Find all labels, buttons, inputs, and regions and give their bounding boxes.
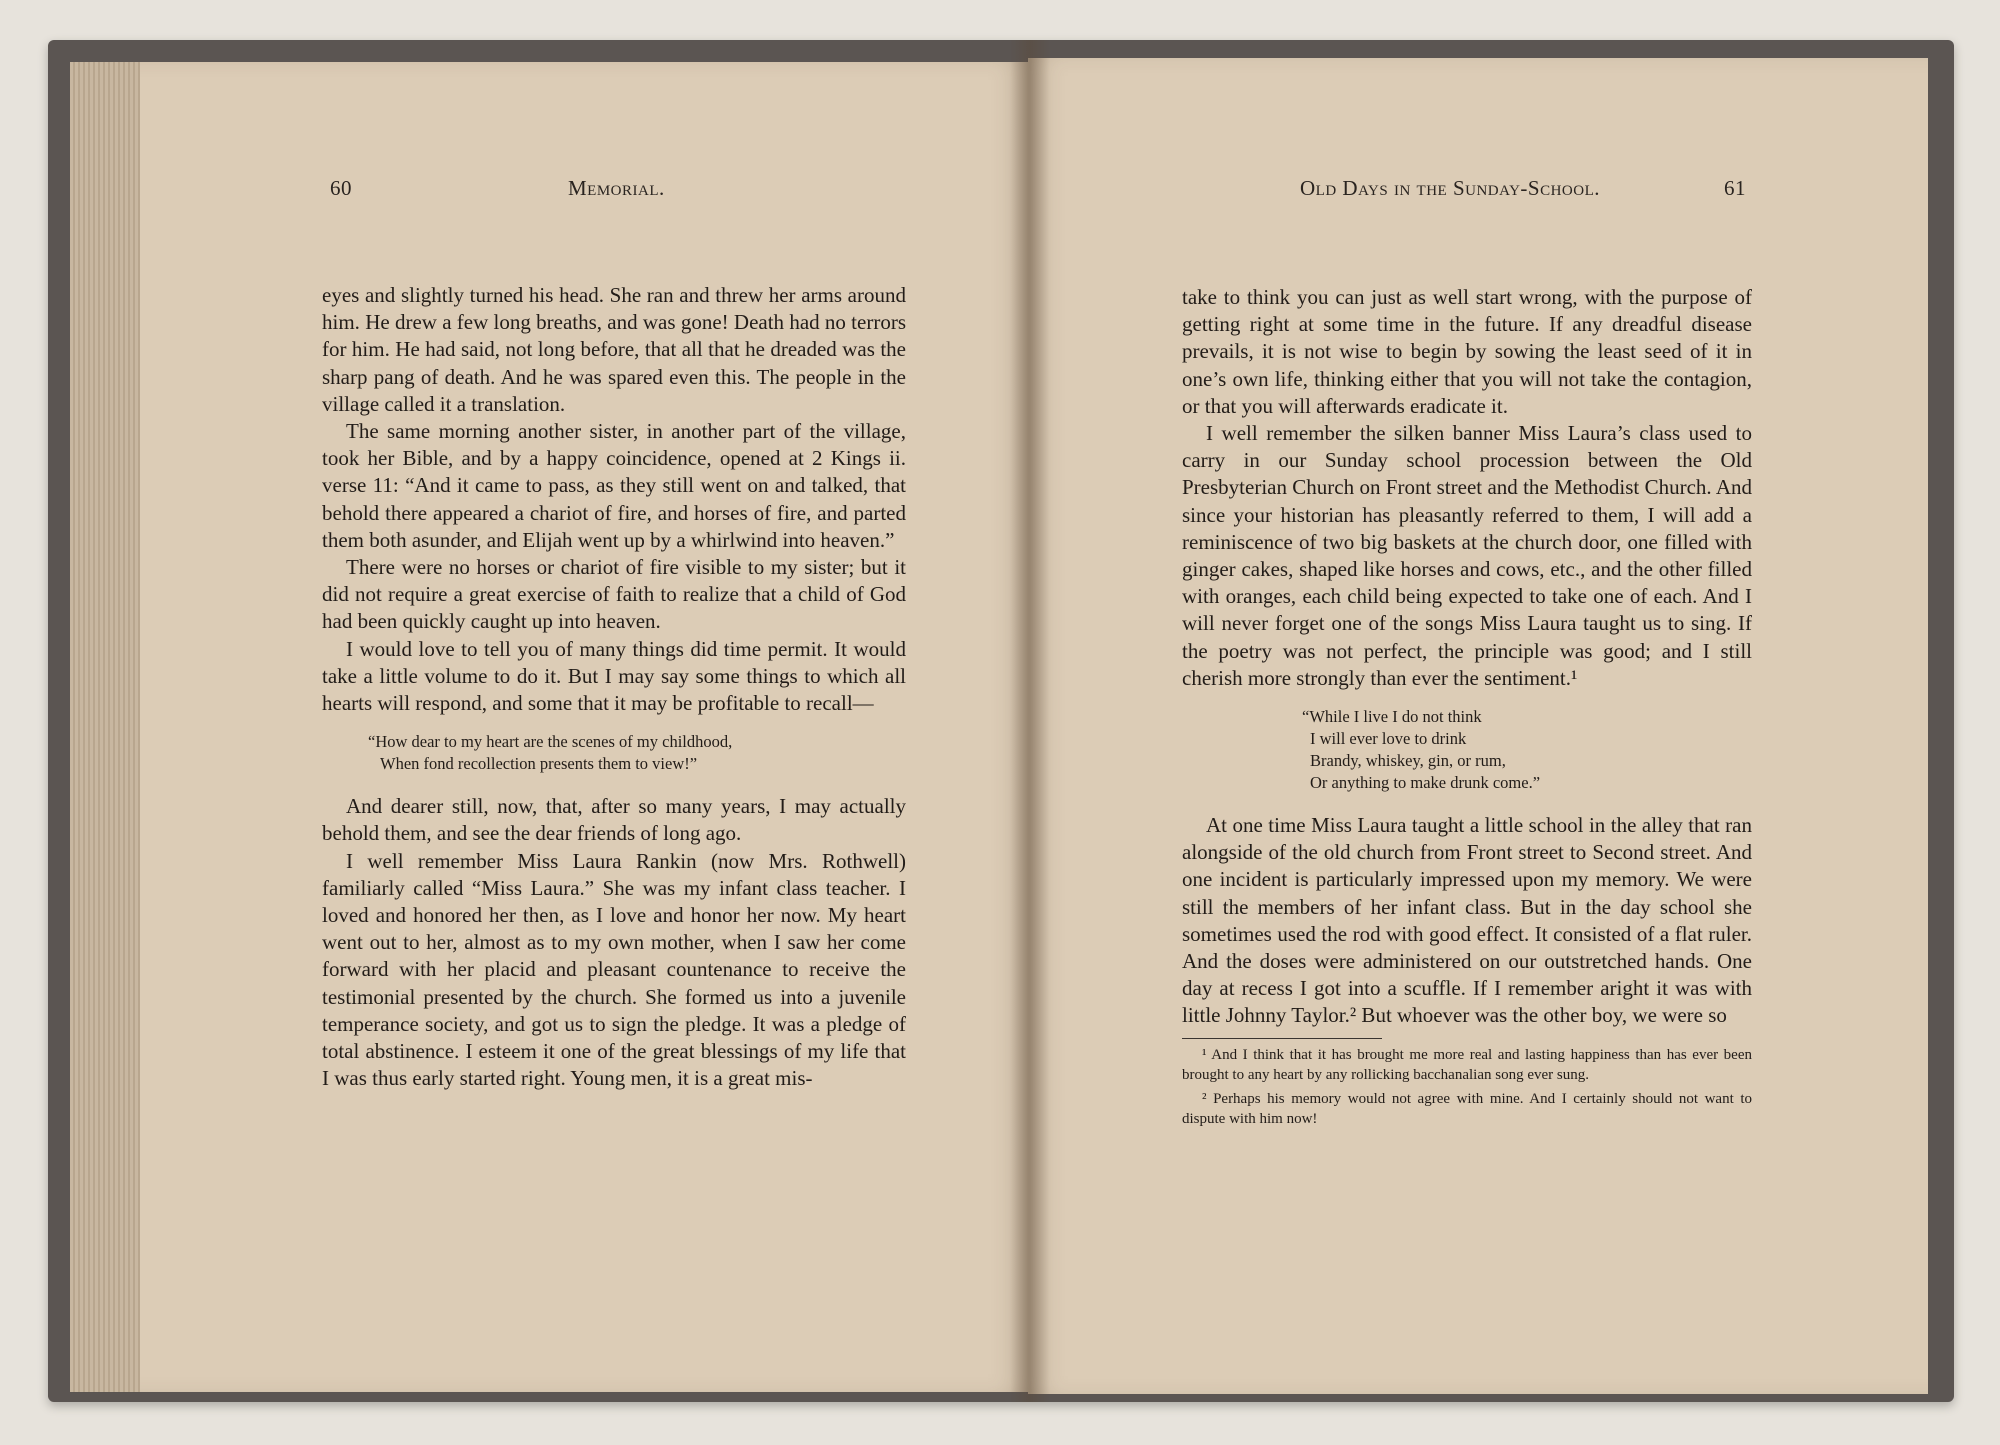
left-page-body (322, 282, 906, 1092)
verse-line: Or anything to make drunk come.” (1310, 773, 1541, 793)
footnote: ¹ And I think that it has brought me more real and lasting happiness than has ever been brought to any heart by any rollicking bacchanalian song ever sung. (1182, 1046, 1752, 1083)
right-running-head: Old Days in the Sunday-School. (1300, 176, 1600, 200)
paragraph: eyes and slightly turned his head. She ran and threw her arms around him. He drew a few long breaths, and was gone! Death had no terrors for him. He had said, not long before, that all that he dreaded was the sharp pang of death. And he was spared even this. The people in the village called it a translation. (322, 283, 906, 416)
paragraph: I well remember the silken banner Miss Laura’s class used to carry in our Sunday school procession between the Old Presbyterian Church on Front street and the Methodist Church. And since your historian has pleasantly referred to them, I will add a reminiscence of two big baskets at the church door, one filled with ginger cakes, shaped like horses and cows, etc., and the other filled with oranges, each child being expected to take one of each. And I will never forget one of the songs Miss Laura taught us to sing. If the poetry was not perfect, the principle was good; and I still cherish more strongly than ever the sentiment.¹ (1182, 421, 1752, 690)
footnote-rule (1182, 1038, 1382, 1039)
paragraph: At one time Miss Laura taught a little school in the alley that ran alongside of the old church from Front street to Second street. And one incident is particularly impressed upon my memory. We were still the members of her infant class. But in the day school she sometimes used the rod with good effect. It consisted of a flat ruler. And the doses were administered on our outstretched hands. One day at recess I got into a scuffle. If I remember aright it was with little Johnny Taylor.² But whoever was the other boy, we were so (1182, 813, 1752, 1028)
verse-line: “While I live I do not think (1302, 707, 1482, 727)
paragraph: There were no horses or chariot of fire visible to my sister; but it did not require a great exercise of faith to realize that a child of God had been quickly caught up into heaven. (322, 555, 906, 634)
verse-line: I will ever love to drink (1310, 729, 1467, 749)
verse-line: Brandy, whiskey, gin, or rum, (1310, 751, 1506, 771)
right-page-number: 61 (1724, 176, 1746, 200)
verse-line: When fond recollection presents them to view!” (380, 754, 698, 774)
paragraph: I would love to tell you of many things did time permit. It would take a little volume to do it. But I may say some things to which all hearts will respond, and some that it may be profitable to recall— (322, 636, 906, 716)
paragraph: take to think you can just as well start wrong, with the purpose of getting right at some time in the future. If any dreadful disease prevails, it is not wise to begin by sowing the least seed of it in one’s own life, thinking either that you will not take the contagion, or that you will afterwards eradicate it. (1182, 285, 1752, 418)
book-gutter (1010, 40, 1050, 1402)
right-page-body (1182, 284, 1752, 1133)
left-running-head: Memorial. (568, 176, 665, 200)
verse-quote (1182, 706, 1752, 794)
paragraph: And dearer still, now, that, after so many years, I may actually behold them, and see the dear friends of long ago. (322, 794, 906, 846)
paragraph: The same morning another sister, in another part of the village, took her Bible, and by a happy coincidence, opened at 2 Kings ii. verse 11: “And it came to pass, as they still went on and talked, that behold there appeared a chariot of fire, and horses of fire, and parted them both asunder, and Elijah went up by a whirlwind into heaven.” (322, 419, 906, 552)
footnotes (1182, 1045, 1752, 1129)
footnote: ² Perhaps his memory would not agree with mine. And I certainly should not want to dispute with him now! (1182, 1090, 1752, 1127)
paragraph: I well remember Miss Laura Rankin (now Mrs. Rothwell) familiarly called “Miss Laura.” She was my infant class teacher. I loved and honored her then, as I love and honor her now. My heart went out to her, almost as to my own mother, when I saw her come forward with her placid and pleasant countenance to receive the testimonial presented by the church. She formed us into a juvenile temperance society, and got us to sign the pledge. It was a pledge of total abstinence. I esteem it one of the great blessings of my life that I was thus early started right. Young men, it is a great mis- (322, 848, 906, 1091)
verse-line: “How dear to my heart are the scenes of my childhood, (368, 732, 733, 752)
verse-quote (322, 731, 906, 775)
left-page-number: 60 (330, 176, 352, 200)
